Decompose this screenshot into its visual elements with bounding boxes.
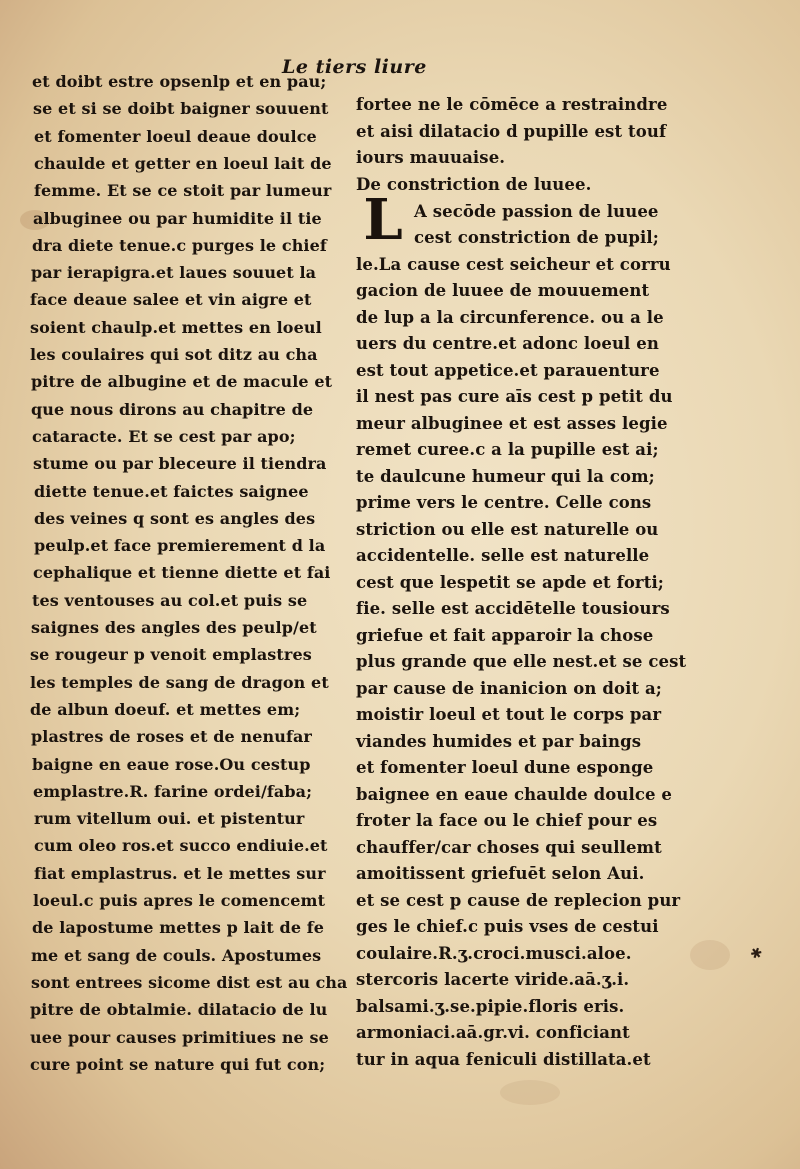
left-column-line: de lapostume mettes p lait de fe <box>32 918 325 938</box>
section-heading: De constriction de luuee. <box>356 174 592 194</box>
right-column-line: griefue et fait apparoir la chose <box>356 625 654 645</box>
right-column-line: meur albuginee et est asses legie <box>356 413 668 433</box>
left-column-line: des veines q sont es angles des <box>34 508 316 528</box>
right-column-line: et se cest p cause de replecion pur <box>356 890 681 910</box>
right-column-line: moistir loeul et tout le corps par <box>356 705 662 724</box>
right-column-line: fortee ne le cōmēce a restraindre <box>356 95 668 114</box>
left-column-line: baigne en eaue rose.Ou cestup <box>32 754 311 774</box>
right-column-line: A secōde passion de luuee <box>414 201 659 221</box>
right-column-line: est tout appetice.et parauenture <box>356 360 660 380</box>
marginal-ornament: ✱ <box>747 944 765 964</box>
right-column-line: viandes humides et par baings <box>356 731 642 751</box>
left-column-line: emplastre.R. farine ordei/faba; <box>33 781 313 801</box>
right-column-line: striction ou elle est naturelle ou <box>356 519 659 539</box>
right-column-line: cest que lespetit se apde et forti; <box>356 572 665 592</box>
running-head: Le tiers liure <box>282 56 427 78</box>
right-column-line: baignee en eaue chaulde doulce e <box>356 784 673 804</box>
right-column-line: te daulcune humeur qui la com; <box>356 466 655 486</box>
left-column-line: face deaue salee et vin aigre et <box>30 290 312 310</box>
left-column-line: pitre de obtalmie. dilatacio de lu <box>30 1000 328 1020</box>
right-column-line: accidentelle. selle est naturelle <box>356 546 650 565</box>
right-column-line: armoniaci.aā.gr.vi. conficiant <box>356 1023 630 1042</box>
right-column-line: par cause de inanicion on doit a; <box>356 678 662 698</box>
left-column-line: uee pour causes primitiues ne se <box>30 1027 329 1047</box>
left-column-line: fiat emplastrus. et le mettes sur <box>34 863 326 883</box>
right-column-line: et fomenter loeul dune esponge <box>356 758 654 777</box>
left-column-line: loeul.c puis apres le comencemt <box>33 891 326 910</box>
left-column-line: cure point se nature qui fut con; <box>30 1054 326 1074</box>
left-column-line: et fomenter loeul deaue doulce <box>34 126 317 146</box>
left-column-line: pitre de albugine et de macule et <box>31 372 333 392</box>
left-column-line: plastres de roses et de nenufar <box>31 727 312 747</box>
paper-stain <box>690 940 730 970</box>
left-column-line: dra diete tenue.c purges le chief <box>32 235 327 255</box>
right-column-line: prime vers le centre. Celle cons <box>356 493 652 512</box>
left-column-line: rum vitellum oui. et pistentur <box>34 809 305 829</box>
right-column-line: gacion de luuee de mouuement <box>356 281 650 300</box>
left-column-line: chaulde et getter en loeul lait de <box>34 153 332 173</box>
right-column-line: cest constriction de pupil; <box>414 228 659 247</box>
left-column-line: par ierapigra.et laues souuet la <box>31 263 317 283</box>
left-column-line: saignes des angles des peulp/et <box>31 618 317 637</box>
left-column-line: diette tenue.et faictes saignee <box>34 481 309 501</box>
right-column-line: tur in aqua feniculi distillata.et <box>356 1049 651 1069</box>
right-column-line: il nest pas cure aīs cest p petit du <box>356 387 673 406</box>
paper-stain <box>500 1080 560 1105</box>
right-column-line: balsami.ʒ.se.pipie.floris eris. <box>356 996 625 1016</box>
right-column-line: le.La cause cest seicheur et corru <box>356 254 671 274</box>
right-column-line: chauffer/car choses qui seullemt <box>356 837 662 857</box>
left-column-line: les temples de sang de dragon et <box>30 672 329 692</box>
left-column-line: tes ventouses au col.et puis se <box>32 590 308 610</box>
left-column-line: que nous dirons au chapitre de <box>31 399 314 419</box>
left-column-line: se rougeur p venoit emplastres <box>30 645 312 665</box>
left-column-line: albuginee ou par humidite il tie <box>33 208 322 228</box>
initial-capital: L <box>363 187 403 253</box>
left-column-line: se et si se doibt baigner souuent <box>33 99 329 119</box>
left-column-line: cum oleo ros.et succo endiuie.et <box>34 836 328 856</box>
left-column-line: me et sang de couls. Apostumes <box>31 945 322 965</box>
right-column-line: ges le chief.c puis vses de cestui <box>356 917 659 936</box>
left-column-line: sont entrees sicome dist est au cha <box>31 972 348 992</box>
left-column-line: stume ou par bleceure il tiendra <box>33 454 327 474</box>
left-column-line: cataracte. Et se cest par apo; <box>32 426 296 446</box>
left-column-line: et doibt estre opsenlp et en pau; <box>32 72 327 91</box>
left-column-line: peulp.et face premierement d la <box>34 536 326 556</box>
left-column-line: de albun doeuf. et mettes em; <box>30 699 301 719</box>
right-column-line: amoitissent griefuēt selon Aui. <box>356 864 645 883</box>
left-column-line: femme. Et se ce stoit par lumeur <box>34 181 332 201</box>
right-column-line: de lup a la circunference. ou a le <box>356 307 664 327</box>
right-column-line: uers du centre.et adonc loeul en <box>356 334 659 353</box>
right-column-line: remet curee.c a la pupille est ai; <box>356 440 659 459</box>
left-column-line: les coulaires qui sot ditz au cha <box>30 345 318 364</box>
right-column-line: stercoris lacerte viride.aā.ʒ.i. <box>356 970 630 989</box>
right-column-line: plus grande que elle nest.et se cest <box>356 652 687 671</box>
right-column-line: et aisi dilatacio d pupille est touf <box>356 121 667 141</box>
left-column-line: soient chaulp.et mettes en loeul <box>30 317 322 337</box>
right-column-line: froter la face ou le chief pour es <box>356 811 658 830</box>
right-column-line: iours mauuaise. <box>356 148 506 167</box>
left-column-line: cephalique et tienne diette et fai <box>33 563 331 583</box>
right-column-line: fie. selle est accidētelle tousiours <box>356 599 670 618</box>
right-column-line: coulaire.R.ʒ.croci.musci.aloe. <box>356 943 632 963</box>
